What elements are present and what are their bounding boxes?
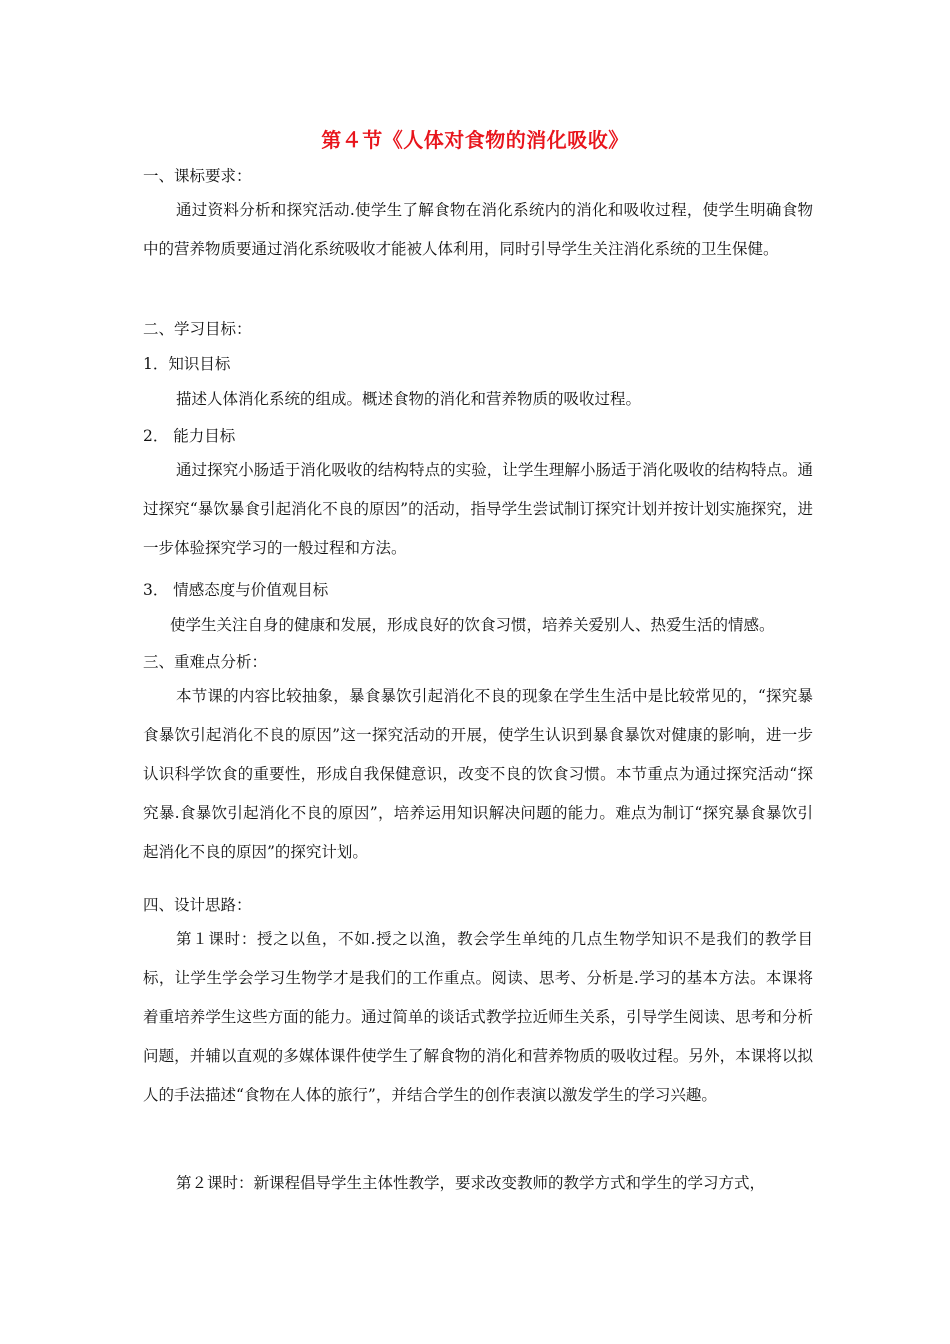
paragraph-design-lesson1	[143, 920, 813, 1115]
paragraph-text: 通过探究小肠适于消化吸收的结构特点的实验，让学生理解小肠适于消化吸收的结构特点。通过探究“暴饮暴食引起消化不良的原因”的活动，指导学生尝试制订探究计划并按计划实施探究，进一步体验探究学习的一般过程和方法。	[143, 461, 813, 557]
section-heading-design: 四、设计思路：	[143, 896, 252, 914]
paragraph-text: 使学生关注自身的健康和发展，形成良好的饮食习惯，培养关爱别人、热爱生活的情感。	[170, 616, 775, 634]
paragraph-knowledge	[143, 380, 813, 419]
paragraph-ability	[143, 451, 813, 568]
section-heading-objectives: 二、学习目标：	[143, 320, 252, 338]
document-title: 第４节《人体对食物的消化吸收》	[321, 128, 629, 152]
paragraph-key-points	[143, 677, 813, 872]
paragraph-text: 通过资料分析和探究活动.使学生了解食物在消化系统内的消化和吸收过程，使学生明确食物中的营养物质要通过消化系统吸收才能被人体利用，同时引导学生关注消化系统的卫生保健。	[143, 201, 813, 258]
subheading-knowledge: 1．知识目标	[143, 355, 231, 373]
paragraph-text: 第２课时：新课程倡导学生主体性教学，要求改变教师的教学方式和学生的学习方式，	[176, 1174, 766, 1192]
paragraph-text: 第１课时：授之以鱼，不如.授之以渔，教会学生单纯的几点生物学知识不是我们的教学目标，让学生学会学习生物学才是我们的工作重点。阅读、思考、分析是.学习的基本方法。本课将着重培养学生这些方面的能力。通过简单的谈话式教学拉近师生关系，引导学生阅读、思考和分析问题，并辅以直观的多媒体课件使学生了解食物的消化和营养物质的吸收过程。另外，本课将以拟人的手法描述“食物在人体的旅行”，并结合学生的创作表演以激发学生的学习兴趣。	[143, 930, 813, 1104]
paragraph-attitude	[137, 606, 827, 645]
section-heading-key-points: 三、重难点分析：	[143, 653, 268, 671]
subheading-attitude: 3． 情感态度与价值观目标	[143, 581, 329, 599]
section-heading-curriculum: 一、课标要求：	[143, 167, 252, 185]
paragraph-curriculum	[143, 191, 813, 269]
paragraph-text: 描述人体消化系统的组成。概述食物的消化和营养物质的吸收过程。	[176, 390, 642, 408]
subheading-ability: 2． 能力目标	[143, 427, 236, 445]
paragraph-text: 本节课的内容比较抽象，暴食暴饮引起消化不良的现象在学生生活中是比较常见的，“探究暴食暴饮引起消化不良的原因”这一探究活动的开展，使学生认识到暴食暴饮对健康的影响，进一步认识科学饮食的重要性，形成自我保健意识，改变不良的饮食习惯。本节重点为通过探究活动“探究暴.食暴饮引起消化不良的原因”，培养运用知识解决问题的能力。难点为制订“探究暴食暴饮引起消化不良的原因”的探究计划。	[143, 687, 813, 861]
paragraph-design-lesson2	[143, 1164, 813, 1203]
